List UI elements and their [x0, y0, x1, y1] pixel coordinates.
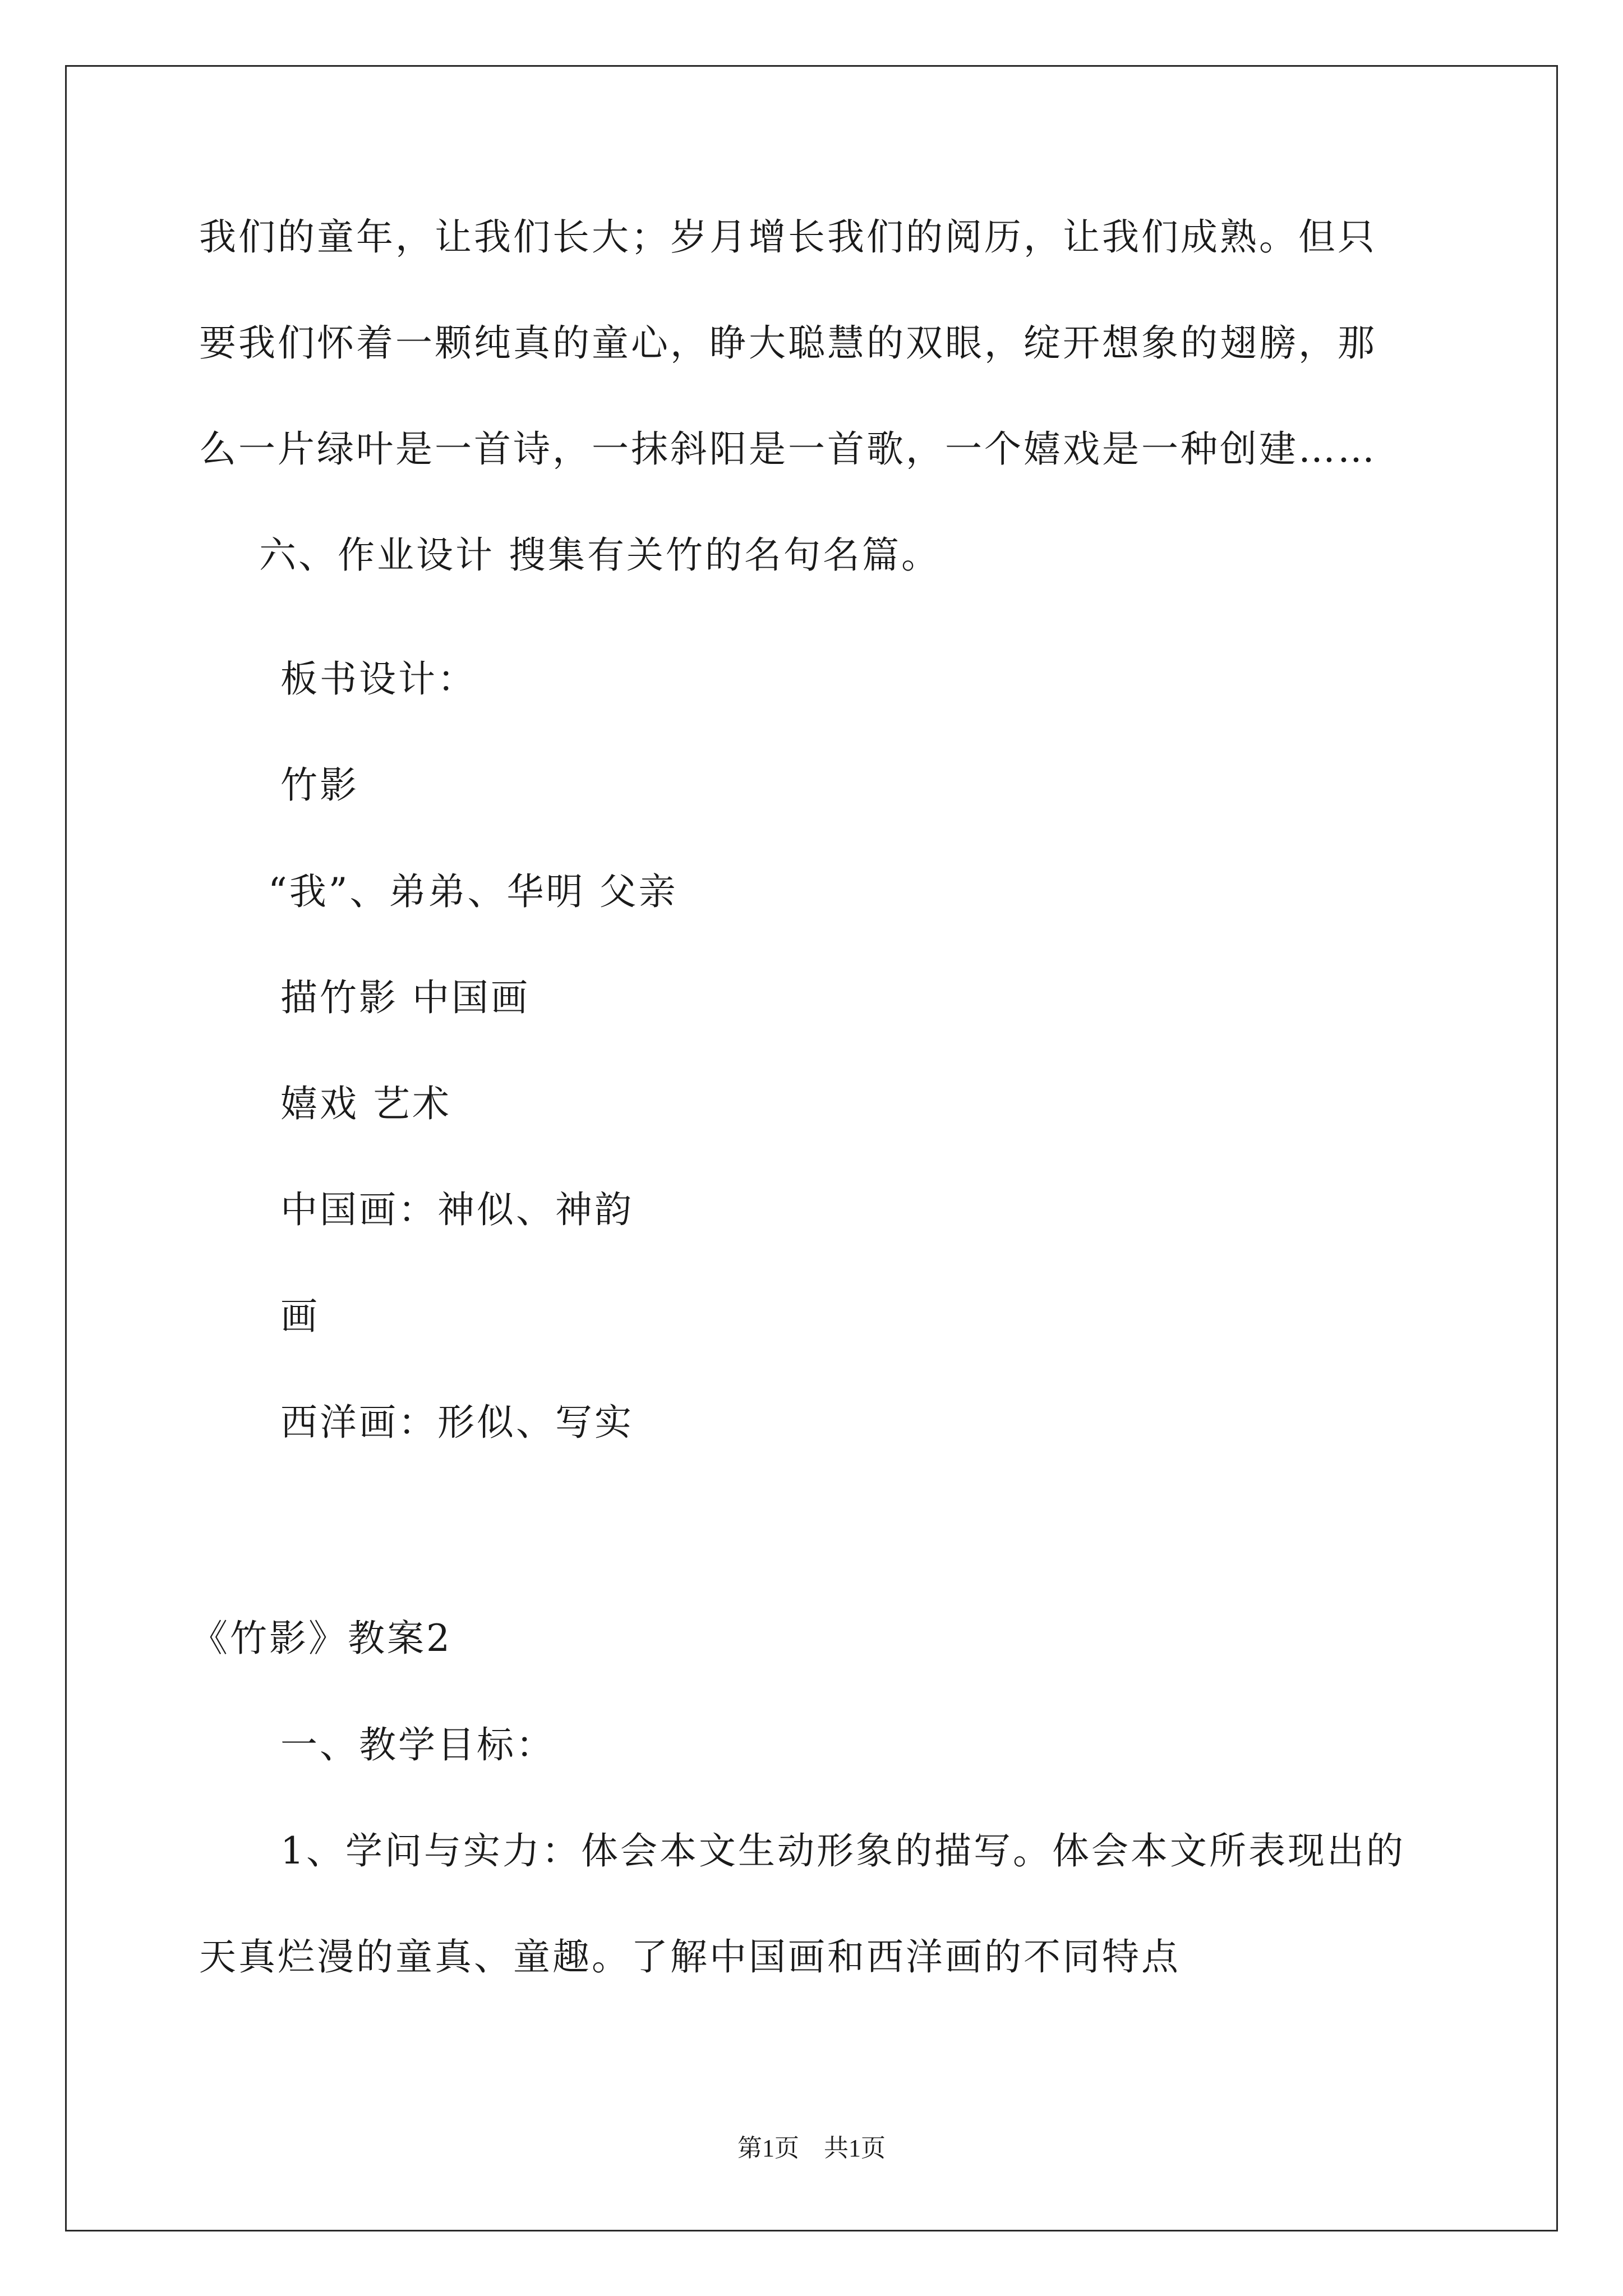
paragraph-line: 1、学问与实力：体会本文生动形象的描写。体会本文所表现出的 — [280, 1829, 1405, 1872]
board-design-row: 嬉戏 艺术 — [280, 1082, 451, 1125]
board-design-row: 描竹影 中国画 — [280, 976, 530, 1019]
homework-line: 六、作业设计 搜集有关竹的名句名篇。 — [259, 533, 940, 577]
paragraph-line: 么一片绿叶是一首诗，一抹斜阳是一首歌，一个嬉戏是一种创建…… — [199, 427, 1377, 471]
page-footer: 第1页 共1页 — [737, 2134, 886, 2162]
paragraph-line: 我们的童年，让我们长大；岁月增长我们的阅历，让我们成熟。但只 — [199, 215, 1377, 259]
page-border — [65, 65, 1558, 2231]
board-design-row: 画 — [280, 1295, 320, 1338]
objectives-heading: 一、教学目标： — [280, 1723, 555, 1766]
board-design-characters: “我”、弟弟、华明 父亲 — [268, 870, 678, 913]
board-design-title: 竹影 — [280, 763, 359, 807]
section-title: 《竹影》教案2 — [191, 1617, 452, 1660]
board-design-row: 西洋画：形似、写实 — [280, 1401, 634, 1444]
board-design-heading: 板书设计： — [280, 657, 477, 701]
board-design-row: 中国画：神似、神韵 — [280, 1188, 634, 1231]
paragraph-line: 天真烂漫的童真、童趣。了解中国画和西洋画的不同特点 — [199, 1935, 1181, 1978]
paragraph-line: 要我们怀着一颗纯真的童心，睁大聪慧的双眼，绽开想象的翅膀，那 — [199, 321, 1377, 365]
